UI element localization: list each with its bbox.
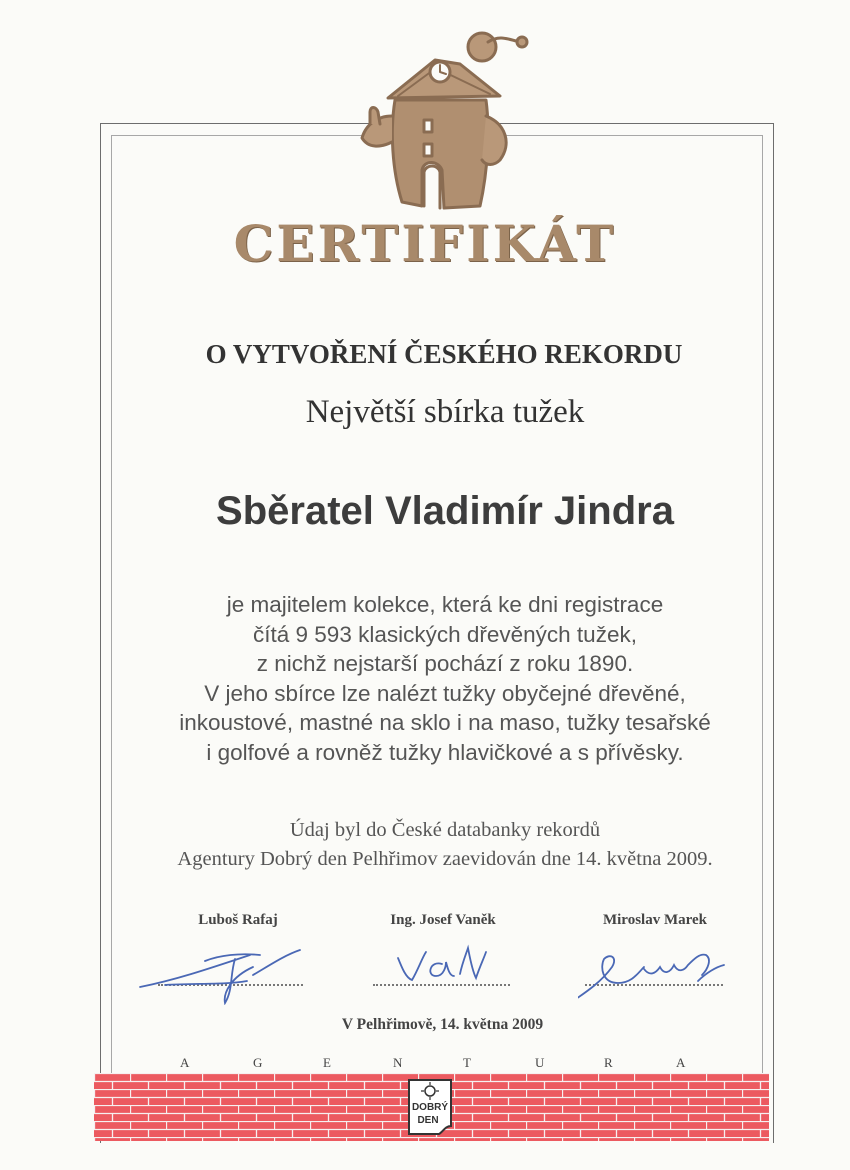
signature-2 (390, 940, 500, 990)
agency-letter: T (463, 1055, 471, 1070)
description-line: i golfové a rovněž tužky hlavičkové a s přívěsky. (206, 739, 684, 765)
description-line: je majitelem kolekce, která ke dni registrace (226, 592, 664, 617)
record-holder: Sběratel Vladimír Jindra (216, 489, 674, 533)
agency-letter: N (393, 1055, 403, 1070)
signature-3 (578, 945, 728, 1005)
logo-text-2: DEN (417, 1115, 439, 1126)
note-line: Údaj byl do České databanky rekordů (289, 819, 601, 841)
description-line: čítá 9 593 klasických dřevěných tužek, (253, 621, 637, 647)
place-and-date: V Pelhřimově, 14. května 2009 (341, 1016, 544, 1033)
signature-1 (135, 945, 310, 1005)
agency-letter: A (676, 1055, 686, 1070)
house-mascot-icon (340, 20, 540, 220)
agency-letter: R (604, 1055, 613, 1070)
agency-letter: G (253, 1055, 263, 1070)
agency-wordmark (0, 1055, 850, 1075)
agency-letter: E (323, 1055, 331, 1070)
agency-letter: A (180, 1055, 190, 1070)
certificate-subtitle: O VYTVOŘENÍ ČESKÉHO REKORDU (205, 339, 683, 369)
record-name: Největší sbírka tužek (305, 394, 585, 430)
signer-name-1: Luboš Rafaj (198, 912, 278, 928)
description-line: V jeho sbírce lze nalézt tužky obyčejné dřevěné, (204, 680, 686, 706)
dobry-den-logo-icon (405, 1078, 455, 1136)
description-line: inkoustové, mastné na sklo i na maso, tužky tesařské (179, 710, 711, 735)
certificate-title: CERTIFIKÁT (233, 214, 617, 273)
note-line: Agentury Dobrý den Pelhřimov zaevidován dne 14. května 2009. (177, 848, 713, 870)
registration-note (0, 816, 850, 874)
signer-name-3: Miroslav Marek (602, 912, 707, 928)
record-description (0, 590, 850, 767)
agency-letter: U (535, 1055, 545, 1070)
signer-name-2: Ing. Josef Vaněk (390, 912, 496, 928)
logo-text-1: DOBRÝ (411, 1102, 449, 1113)
description-line: z nichž nejstarší pochází z roku 1890. (256, 651, 634, 676)
